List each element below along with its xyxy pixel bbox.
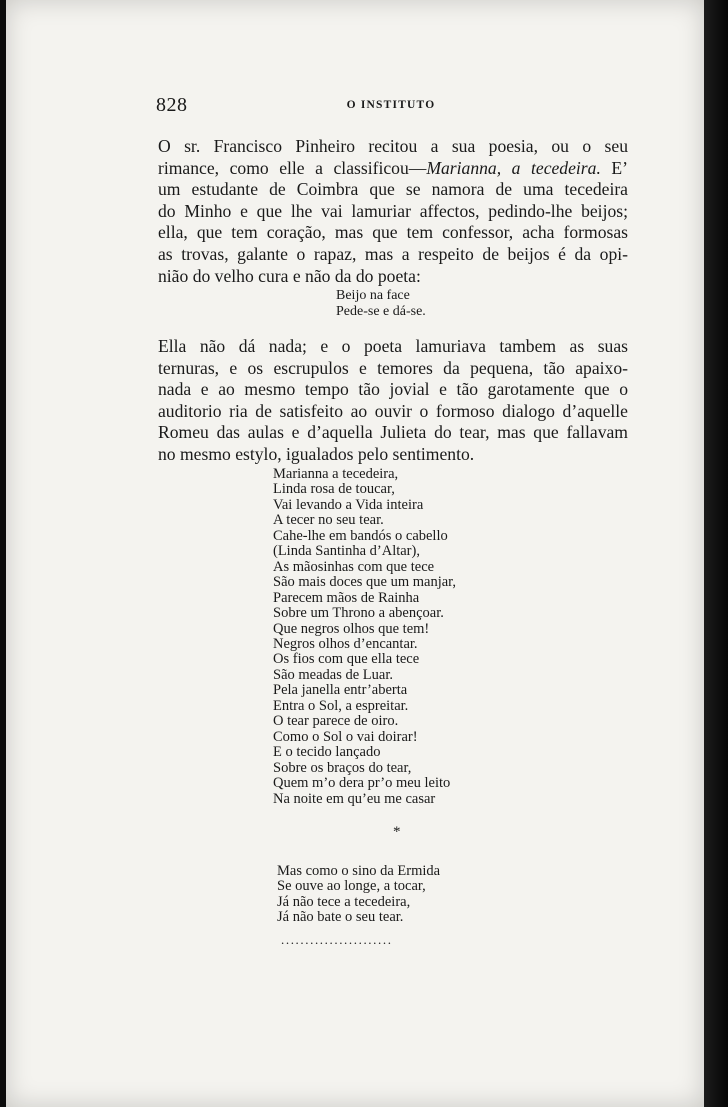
poem [273,467,456,807]
poem-line: Os fios com que ella tece [273,651,420,668]
paragraph-line: Romeu das aulas e d’aquella Julieta do tear, mas que fallavam [158,422,628,443]
poem-line: A tecer no seu tear. [273,512,384,529]
paragraph-line: um estudante de Coimbra que se namora de uma tecedeira [158,179,628,200]
poem-line: As mãosinhas com que tece [273,558,435,575]
poem-line: Pela janella entr’aberta [273,682,408,699]
poem-line: Quem m’o dera pr’o meu leito [273,775,451,792]
poem-line: (Linda Santinha d’Altar), [273,543,420,560]
paragraph-line-tail: E’ [600,157,628,178]
paragraph-1 [158,136,628,287]
poem-line: Já não bate o seu tear. [277,909,404,926]
paragraph-line: do Minho e que lhe vai lamuriar affectos, pedindo-lhe beijos; [158,200,628,221]
poem-stanza-2 [277,864,440,926]
quote-block [336,288,426,320]
paragraph-line: O sr. Francisco Pinheiro recitou a sua poesia, ou o seu [158,136,628,156]
paragraph-line: ternuras, e os escrupulos e temores da pequena, tão apaixo- [158,357,628,378]
poem-line: Como o Sol o vai doirar! [273,728,418,745]
ellipsis-line: ....................... [281,932,393,947]
quote-line: Pede-se e dá-se. [336,304,426,319]
paragraph-line: ella, que tem coração, mas que tem confessor, acha formosas [158,222,628,243]
poem-line: Mas como o sino da Ermida [277,863,441,879]
poem-line: Sobre os braços do tear, [273,759,412,776]
paragraph-line: auditorio ria de satisfeito ao ouvir o formoso dialogo d’aquelle [158,400,628,421]
poem-line: E o tecido lançado [273,744,381,761]
quote-line: Beijo na face [336,288,410,303]
poem-line: Parecem mãos de Rainha [273,589,420,606]
paragraph-line: as trovas, galante o rapaz, mas a respeito de beijos é da opi- [158,243,628,264]
asterism: * [393,824,401,840]
poem-line: São meadas de Luar. [273,666,393,683]
paragraph-line: nada e ao mesmo tempo tão jovial e tão garotamente que o [158,379,628,400]
poem-line: Negros olhos d’encantar. [273,635,418,652]
poem-line: Já não tece a tecedeira, [277,893,411,910]
poem-title: Marianna, a tecedeira. [426,157,601,178]
paragraph-line: nião do velho cura e não da do poeta: [158,265,421,286]
poem-line: O tear parece de oiro. [273,713,399,730]
poem-line: Marianna a tecedeira, [273,466,399,482]
poem-line: Cahe-lhe em bandós o cabello [273,527,448,544]
poem-line: Entra o Sol, a espreitar. [273,697,409,714]
paragraph-line-with-title [158,158,628,180]
poem-line: Vai levando a Vida inteira [273,496,424,513]
poem-line: Linda rosa de toucar, [273,481,395,498]
poem-line: Que negros olhos que tem! [273,620,430,637]
running-head: O INSTITUTO [346,99,436,111]
poem-line: Na noite em qu’eu me casar [273,790,436,807]
paragraph-line: Ella não dá nada; e o poeta lamuriava tambem as suas [158,336,628,356]
paragraph-line: rimance, como elle a classificou— [158,157,427,178]
page-header [156,96,626,118]
poem-line: Sobre um Throno a abençoar. [273,605,444,622]
page-number: 828 [156,94,188,116]
poem-line: Se ouve ao longe, a tocar, [277,878,426,895]
paragraph-2 [158,336,628,466]
paragraph-line: no mesmo estylo, igualados pelo sentimento. [158,443,475,464]
poem-line: São mais doces que um manjar, [273,574,457,591]
scan-edge [704,0,728,1107]
